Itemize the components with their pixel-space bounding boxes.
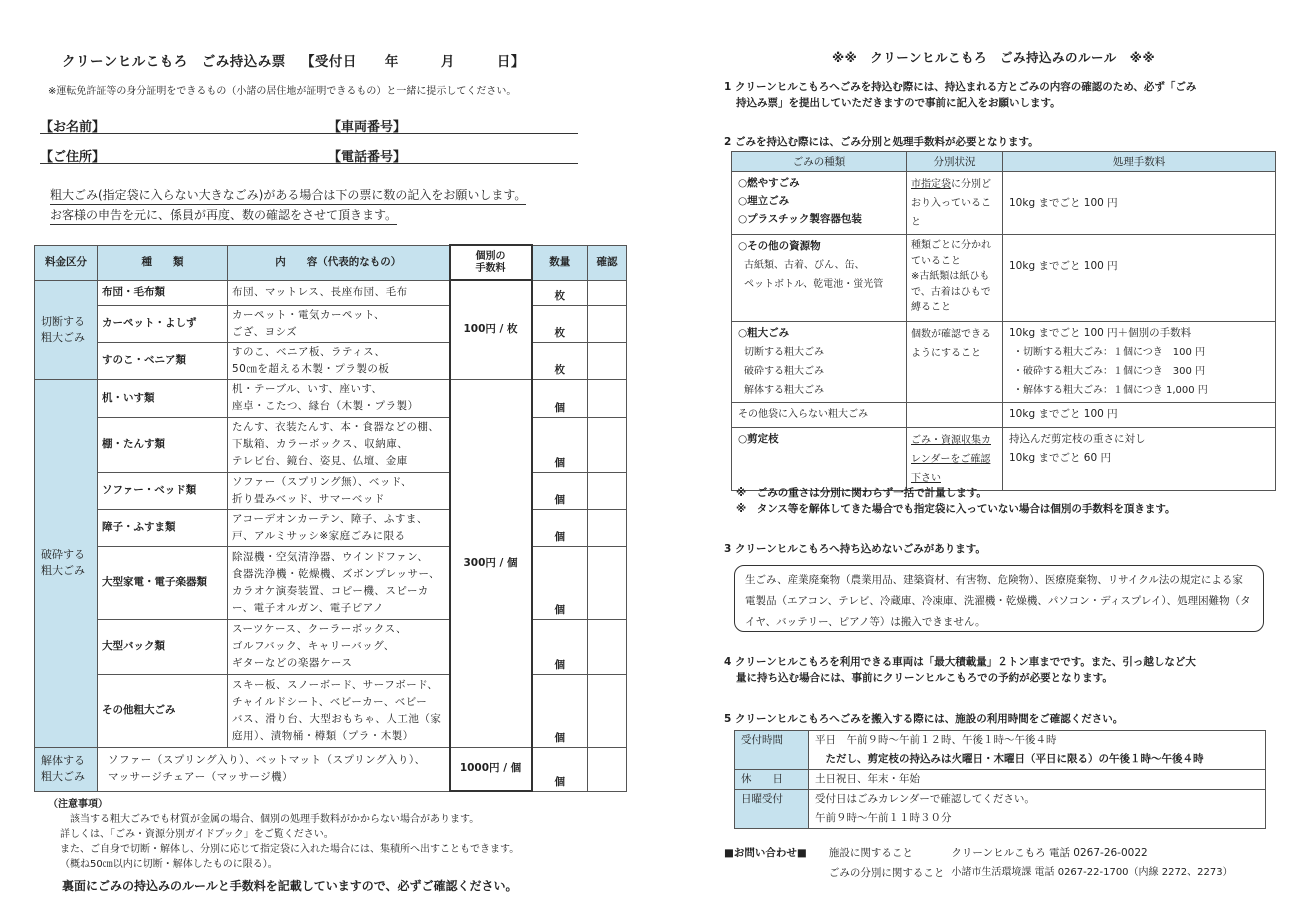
type-label: ○埋立ごみ	[738, 195, 790, 207]
hours-key: 受付時間	[735, 731, 809, 770]
hours-key: 日曜受付	[735, 790, 809, 829]
fee-line: 持込んだ剪定枝の重さに対し	[1009, 433, 1146, 445]
asterisk-note-2: ※ タンス等を解体してきた場合でも指定袋に入っていない場合は個別の手数料を頂きます。	[736, 503, 1176, 515]
fee-cell: 10kg までごと 100 円	[1003, 235, 1276, 322]
section-4	[724, 654, 1196, 686]
form-title: クリーンヒルこもろ ごみ持込み票	[62, 54, 286, 70]
contact-org: 小諸市生活環境課 電話 0267-22-1700（内線 2272、2273）	[951, 867, 1233, 878]
type-cell	[732, 172, 907, 235]
section-5-heading: 5 クリーンヒルこもろへごみを搬入する際には、施設の利用時間をご確認ください。	[724, 713, 1124, 725]
qty-cell[interactable]: 個	[532, 417, 588, 472]
type-label: ○その他の資源物	[738, 240, 821, 252]
qty-cell[interactable]: 個	[532, 619, 588, 674]
fee-line: 10kg までごと 60 円	[1009, 452, 1111, 464]
hours-line: ただし、剪定枝の持込みは火曜日・木曜日（平日に限る）の午後１時～午後４時	[815, 753, 1204, 765]
kind-cell: すのこ・ベニア類	[98, 342, 228, 379]
kind-cell: 障子・ふすま類	[98, 509, 228, 546]
section-4-line-1: 4 クリーンヒルこもろを利用できる車両は「最大積載量」２トン車までです。また、引っ越しなど大	[724, 656, 1196, 668]
status-cell	[907, 172, 1003, 235]
kind-cell: カーペット・よしず	[98, 305, 228, 342]
content-cell: スーツケース、クーラーボックス、 ゴルフバック、キャリーバッグ、 ギターなどの楽器ケース	[228, 619, 450, 674]
type-label: ○粗大ごみ	[738, 327, 790, 339]
notes-line: （概ね50㎝以内に切断・解体したものに限る）。	[60, 859, 278, 870]
header-qty: 数量	[532, 245, 588, 280]
fee-cell: 10kg までごと 100 円	[1003, 172, 1276, 235]
notes-line: 詳しくは、「ごみ・資源分別ガイドブック」をご覧ください。	[60, 829, 334, 840]
kind-cell: 大型バック類	[98, 619, 228, 674]
type-cell	[732, 322, 907, 403]
qty-cell[interactable]: 枚	[532, 342, 588, 379]
table-row	[35, 674, 627, 747]
contact-section	[722, 842, 1240, 884]
content-cell: カーペット・電気カーペット、 ござ、ヨシズ	[228, 305, 450, 342]
id-note: ※運転免許証等の身分証明をできるもの（小諸の居住地が証明できるもの）と一緒に提示してください。	[48, 86, 517, 97]
hours-row	[735, 731, 1266, 770]
left-footer: 裏面にごみの持込みのルールと手数料を記載していますので、必ずご確認ください。	[62, 879, 518, 893]
hours-row	[735, 770, 1266, 790]
table-row	[732, 403, 1276, 428]
table-row	[35, 509, 627, 546]
kind-cell: 棚・たんす類	[98, 417, 228, 472]
qty-cell[interactable]: 個	[532, 674, 588, 747]
fee-cell: 300円 / 個	[450, 379, 532, 747]
qty-cell[interactable]: 個	[532, 472, 588, 509]
qty-cell[interactable]: 個	[532, 546, 588, 619]
content-cell: たんす、衣装たんす、本・食器などの棚、 下駄箱、カラーボックス、収納庫、 テレビ台、鏡台、姿見、仏壇、金庫	[228, 417, 450, 472]
kind-cell: 大型家電・電子楽器類	[98, 546, 228, 619]
section-4-line-2: 量に持ち込む場合には、事前にクリーンヒルこもろでの予約が必要となります。	[736, 672, 1113, 684]
check-cell[interactable]	[588, 305, 627, 342]
notes-line: 該当する粗大ごみでも材質が金属の場合、個別の処理手数料がかからない場合があります。	[60, 814, 480, 825]
qty-cell[interactable]: 個	[532, 379, 588, 417]
section-3-heading: 3 クリーンヒルこもろへ持ち込めないごみがあります。	[724, 543, 986, 555]
reception-date: 【受付日 年 月 日】	[300, 54, 525, 70]
header-fee: 処理手数料	[1003, 152, 1276, 172]
fee-cell	[1003, 322, 1276, 403]
hours-line: 午前９時～午前１１時３０分	[815, 812, 952, 824]
hours-key: 休 日	[735, 770, 809, 790]
qty-cell[interactable]: 枚	[532, 280, 588, 305]
content-cell: ソファー（スプリング無）、ベッド、 折り畳みベッド、サマーベッド	[228, 472, 450, 509]
header-type: ごみの種類	[732, 152, 907, 172]
fee-table-header	[732, 152, 1276, 172]
status-cell: 種類ごとに分かれていること ※古紙類は紙ひもで、古着はひもで縛ること	[907, 235, 1003, 322]
status-cell[interactable]: ごみ・資源収集カレンダーをご確認下さい	[907, 428, 1003, 491]
fee-cell: 100円 / 枚	[450, 280, 532, 379]
table-row	[732, 322, 1276, 403]
hours-row	[735, 790, 1266, 829]
qty-cell[interactable]: 枚	[532, 305, 588, 342]
content-cell: 布団、マットレス、長座布団、毛布	[228, 280, 450, 305]
fee-item: ・破砕する粗大ごみ：１個につき 300 円	[1013, 366, 1206, 377]
header-status: 分別状況	[907, 152, 1003, 172]
hours-line: 受付日はごみカレンダーで確認してください。	[815, 793, 1035, 805]
type-sub: 破砕する粗大ごみ	[744, 366, 824, 377]
kind-cell: その他粗大ごみ	[98, 674, 228, 747]
notes-line: また、ご自身で切断・解体し、分別に応じて指定袋に入れた場合には、集積所へ出すこともできます。	[60, 844, 520, 855]
hours-table	[734, 730, 1266, 829]
check-cell[interactable]	[588, 280, 627, 305]
table-row	[35, 619, 627, 674]
table-row	[732, 172, 1276, 235]
type-sub: 古紙類、古着、びん、缶、	[744, 260, 865, 271]
fee-cell: 1000円 / 個	[450, 747, 532, 791]
hours-line: 平日 午前９時～午前１２時、午後１時～午後４時	[815, 734, 1057, 746]
table-row	[732, 428, 1276, 491]
type-cell	[732, 235, 907, 322]
fee-table	[731, 151, 1276, 491]
check-cell[interactable]	[588, 417, 627, 472]
type-sub: 切断する粗大ごみ	[744, 347, 824, 358]
type-label: ○燃やすごみ	[738, 177, 800, 189]
contact-topic: ごみの分別に関すること	[828, 867, 945, 879]
section-1-line-1: 1 クリーンヒルこもろへごみを持込む際には、持込まれる方とごみの内容の確認のため、必ず「ごみ	[724, 81, 1197, 93]
hours-value: 土日祝日、年末・年始	[809, 770, 1266, 790]
category-cell: 破砕する 粗大ごみ	[35, 379, 98, 747]
fee-item: ・解体する粗大ごみ：１個につき 1,000 円	[1013, 385, 1208, 396]
fee-cell	[1003, 428, 1276, 491]
vehicle-label: 【車両番号】	[328, 120, 407, 135]
header-content: 内 容（代表的なもの）	[228, 245, 450, 280]
table-row	[35, 305, 627, 342]
intro-line-1: 粗大ごみ(指定袋に入らない大きなごみ)がある場合は下の票に数の記入をお願いします。	[50, 186, 526, 205]
fee-cell: 10kg までごと 100 円	[1003, 403, 1276, 428]
check-cell[interactable]	[588, 342, 627, 379]
content-cell: すのこ、ベニア板、ラティス、 50㎝を超える木製・プラ製の板	[228, 342, 450, 379]
table-row	[35, 417, 627, 472]
intro-line-2: お客様の申告を元に、係員が再度、数の確認をさせて頂きます。	[50, 206, 397, 225]
kind-cell: 机・いす類	[98, 379, 228, 417]
notes-heading: （注意事項）	[48, 799, 108, 810]
table-row	[35, 747, 627, 791]
check-cell[interactable]	[588, 546, 627, 619]
category-cell: 切断する 粗大ごみ	[35, 280, 98, 379]
status-cell	[907, 403, 1003, 428]
qty-cell[interactable]: 個	[532, 509, 588, 546]
check-cell[interactable]	[588, 747, 627, 791]
name-field-row	[40, 116, 578, 134]
type-sub: 解体する粗大ごみ	[744, 385, 824, 396]
table-row	[732, 235, 1276, 322]
table-row	[35, 342, 627, 379]
category-cell: 解体する 粗大ごみ	[35, 747, 98, 791]
header-fee: 個別の 手数料	[450, 245, 532, 280]
check-cell[interactable]	[588, 472, 627, 509]
content-cell: アコーデオンカーテン、障子、ふすま、 戸、アルミサッシ※家庭ごみに限る	[228, 509, 450, 546]
section-1	[724, 79, 1196, 111]
header-category: 料金区分	[35, 245, 98, 280]
right-page-title: ※※ クリーンヒルこもろ ごみ持込みのルール ※※	[832, 50, 1156, 65]
contact-org: クリーンヒルこもろ 電話 0267-26-0022	[951, 847, 1148, 859]
type-label: ○剪定枝	[732, 428, 907, 491]
status-cell: 個数が確認できるようにすること	[907, 322, 1003, 403]
content-cell: 机・テーブル、いす、座いす、 座卓・こたつ、縁台（木製・プラ製）	[228, 379, 450, 417]
fee-main: 10kg までごと 100 円＋個別の手数料	[1009, 327, 1192, 339]
fee-item: ・切断する粗大ごみ：１個につき 100 円	[1013, 347, 1206, 358]
address-label: 【ご住所】	[40, 150, 106, 165]
kind-cell: ソファー・ベッド類	[98, 472, 228, 509]
type-label: ○プラスチック製容器包装	[738, 213, 862, 225]
qty-cell[interactable]: 個	[532, 747, 588, 791]
bulky-waste-table	[34, 244, 627, 792]
check-cell[interactable]	[588, 379, 627, 417]
contact-label: ■お問い合わせ■	[724, 847, 807, 859]
table-header-row	[35, 245, 627, 280]
header-check: 確認	[588, 245, 627, 280]
table-row	[35, 472, 627, 509]
banned-items-box: 生ごみ、産業廃棄物（農業用品、建築資材、有害物、危険物）、医療廃棄物、リサイクル法の規定による家電製品（エアコン、テレビ、冷蔵庫、冷凍庫、洗濯機・乾燥機、パソコン・ディスプレイ）、処理困難物（タイヤ、バッテリー、ピアノ等）は搬入できません。	[734, 565, 1264, 632]
content-cell: 除湿機・空気清浄器、ウインドファン、 食器洗浄機・乾燥機、ズボンプレッサー、 カラオケ演奏装置、コピー機、スピーカ ー、電子オルガン、電子ピアノ	[228, 546, 450, 619]
content-cell: ソファー（スプリング入り）、ベットマット（スプリング入り）、 マッサージチェアー（マッサージ機）	[98, 747, 450, 791]
type-sub: その他袋に入らない粗大ごみ	[732, 403, 907, 428]
section-2-heading: 2 ごみを持込む際には、ごみ分別と処理手数料が必要となります。	[724, 136, 1039, 148]
content-cell: スキー板、スノーボード、サーフボード、 チャイルドシート、ベビーカー、ベビー バス、滑り台、大型おもちゃ、人工池（家 庭用）、漬物桶・樽類（プラ・木製）	[228, 674, 450, 747]
contact-topic: 施設に関すること	[828, 847, 913, 859]
asterisk-note-1: ※ ごみの重さは分別に関わらず一括で計量します。	[736, 487, 987, 499]
table-row	[35, 280, 627, 305]
type-sub: ペットボトル、乾電池・蛍光管	[744, 279, 884, 290]
table-row	[35, 546, 627, 619]
kind-cell: 布団・毛布類	[98, 280, 228, 305]
check-cell[interactable]	[588, 619, 627, 674]
check-cell[interactable]	[588, 509, 627, 546]
section-1-line-2: 持込み票」を提出していただきますので事前に記入をお願いします。	[736, 97, 1061, 109]
name-label: 【お名前】	[40, 120, 106, 135]
header-kind: 種 類	[98, 245, 228, 280]
status-underlined: 市指定袋	[911, 179, 951, 190]
status-text: に分別どおり入っていること	[911, 179, 991, 228]
check-cell[interactable]	[588, 674, 627, 747]
phone-label: 【電話番号】	[328, 150, 407, 165]
hours-value	[809, 790, 1266, 829]
notes-section	[48, 797, 519, 872]
left-page-title	[62, 50, 525, 70]
hours-value	[809, 731, 1266, 770]
address-field-row	[40, 146, 578, 164]
table-row	[35, 379, 627, 417]
